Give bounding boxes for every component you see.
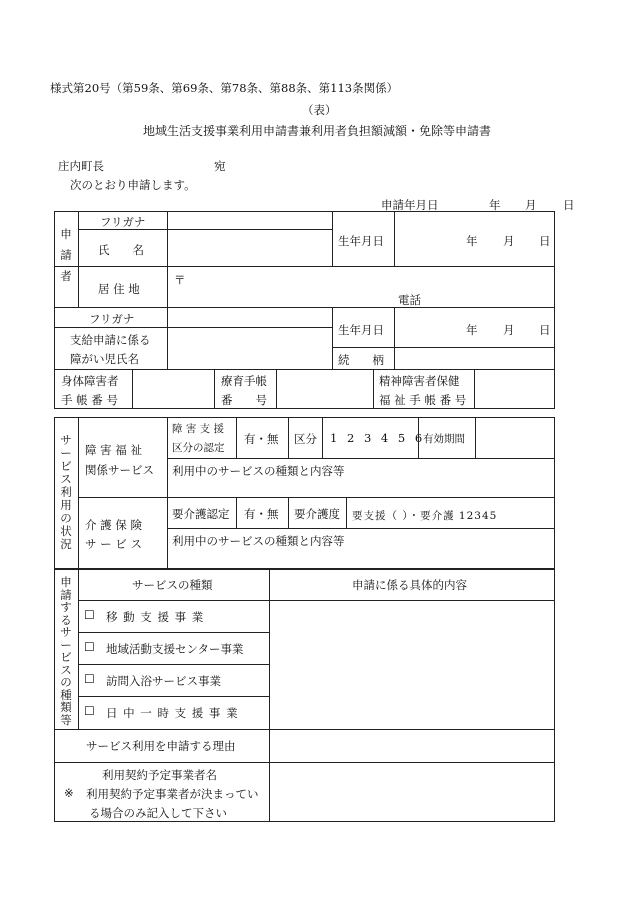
contractor-note-mark: ※ xyxy=(64,786,74,800)
service-status-side-label: サービス利用の状況 xyxy=(60,433,72,551)
service-detail-header: 申請に係る具体的内容 xyxy=(352,578,467,592)
applicant-dob-year: 年 xyxy=(466,234,478,248)
welfare-service-label-1: 障 害 福 祉 xyxy=(85,443,142,457)
ryoiku-handbook-label-1: 療育手帳 xyxy=(221,374,267,388)
service-checkbox-4[interactable]: ☐ xyxy=(84,704,95,718)
care-in-use-label: 利用中のサービスの種類と内容等 xyxy=(172,534,345,548)
child-name-label-2: 障がい児氏名 xyxy=(70,352,139,366)
applicant-side-label: 申請者 xyxy=(60,227,72,283)
service-item-1: 移 動 支 援 事 業 xyxy=(106,610,205,624)
child-dob-month: 月 xyxy=(503,323,515,337)
contractor-label-3: る場合のみ記入して下さい xyxy=(89,806,227,820)
application-date-month: 月 xyxy=(525,198,537,212)
care-insurance-label-1: 介 護 保 険 xyxy=(85,518,142,532)
disability-cert-label-1: 障 害 支 援 xyxy=(172,423,225,435)
child-name-label-1: 支給申請に係る xyxy=(70,333,151,347)
phone-label: 電話 xyxy=(398,293,421,307)
child-dob-year: 年 xyxy=(466,323,478,337)
contractor-label-1: 利用契約予定事業者名 xyxy=(102,768,217,782)
child-dob-day: 日 xyxy=(539,323,551,337)
service-checkbox-3[interactable]: ☐ xyxy=(84,672,95,686)
addressee-suffix: 宛 xyxy=(214,159,226,173)
intro-text: 次のとおり申請します。 xyxy=(70,178,196,192)
service-item-4: 日 中 一 時 支 援 事 業 xyxy=(106,706,239,720)
contractor-label-2: 利用契約予定事業者が決まってい xyxy=(86,787,259,801)
disability-cert-label-2: 区分の認定 xyxy=(172,442,225,454)
ryoiku-handbook-label-2: 番 号 xyxy=(221,393,267,407)
service-checkbox-1[interactable]: ☐ xyxy=(84,608,95,622)
validity-label: 有効期間 xyxy=(423,433,465,445)
child-furigana-label: フリガナ xyxy=(89,312,135,326)
service-item-2: 地域活動支援センター事業 xyxy=(106,642,244,656)
mental-handbook-label-2: 福 祉 手 帳 番 号 xyxy=(379,393,467,407)
mental-handbook-label-1: 精神障害者保健 xyxy=(379,374,460,388)
care-level-options: 要支援（ ）・要介護 12345 xyxy=(352,510,498,522)
care-level-label: 要介護度 xyxy=(294,507,340,521)
application-date-year: 年 xyxy=(489,198,501,212)
applicant-dob-label: 生年月日 xyxy=(338,234,384,248)
disability-cert-yes-no: 有・無 xyxy=(244,432,279,446)
form-number: 様式第20号（第59条、第69条、第78条、第88条、第113条関係） xyxy=(50,81,399,95)
applicant-dob-month: 月 xyxy=(503,234,515,248)
welfare-service-label-2: 関係サービス xyxy=(85,463,154,477)
care-insurance-label-2: サ ー ビ ス xyxy=(85,537,142,551)
child-dob-label: 生年月日 xyxy=(338,323,384,337)
kubun-label: 区分 xyxy=(294,432,317,446)
relation-label: 続 柄 xyxy=(338,353,384,367)
welfare-in-use-label: 利用中のサービスの種類と内容等 xyxy=(172,464,345,478)
applicant-address-label: 居 住 地 xyxy=(98,282,140,296)
kubun-levels: 1 2 3 4 5 6 xyxy=(330,431,426,445)
applicant-name-label: 氏 名 xyxy=(98,243,144,257)
physical-handbook-label-2: 手 帳 番 号 xyxy=(61,393,118,407)
application-date-day: 日 xyxy=(563,198,575,212)
application-date-label: 申請年月日 xyxy=(381,198,439,212)
service-type-header: サービスの種類 xyxy=(132,578,213,592)
postal-mark: 〒 xyxy=(174,273,186,287)
applicant-dob-day: 日 xyxy=(539,234,551,248)
service-checkbox-2[interactable]: ☐ xyxy=(84,640,95,654)
care-cert-label: 要介護認定 xyxy=(172,507,230,521)
page-title: 地域生活支援事業利用申請書兼利用者負担額減額・免除等申請書 xyxy=(143,124,492,138)
applicant-furigana-label: フリガナ xyxy=(100,215,146,229)
addressee: 庄内町長 xyxy=(58,159,104,173)
applicant-table xyxy=(54,211,555,409)
physical-handbook-label-1: 身体障害者 xyxy=(61,374,119,388)
service-item-3: 訪問入浴サービス事業 xyxy=(106,674,221,688)
care-cert-yes-no: 有・無 xyxy=(244,507,279,521)
reason-label: サービス利用を申請する理由 xyxy=(86,739,236,753)
requested-side-label: 申請するサービスの種類等 xyxy=(60,575,72,727)
front-label: （表） xyxy=(302,103,337,117)
